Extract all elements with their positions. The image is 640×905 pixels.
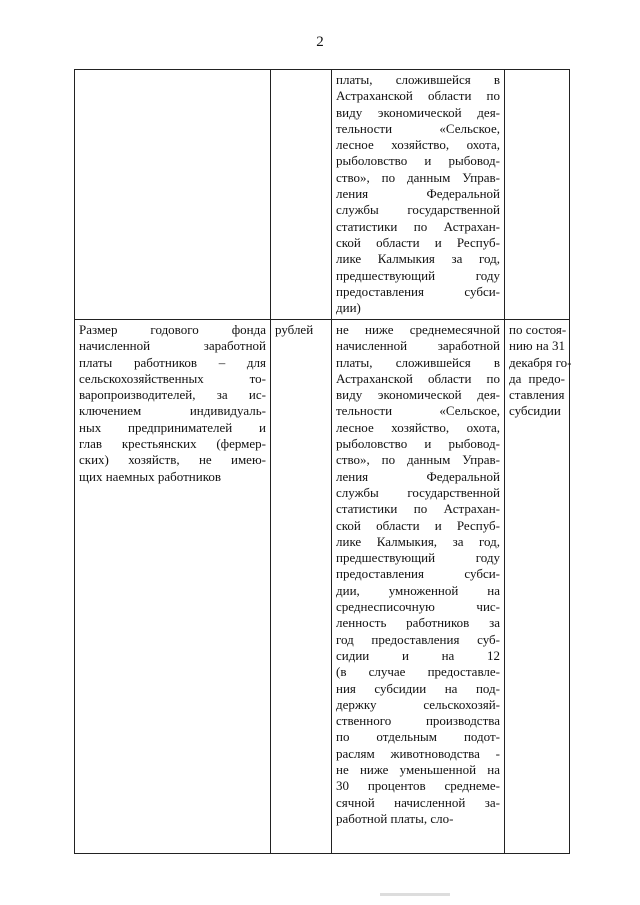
text-line: сидии и на 12 (336, 647, 500, 663)
text-line: тельности «Сельское, (336, 120, 500, 136)
text-line: предоставления субси- (336, 283, 500, 299)
requirements-table (74, 69, 570, 854)
page-number: 2 (316, 34, 324, 50)
text-line: ных предпринимателей и (79, 419, 266, 435)
text-line: по состоя- (509, 322, 567, 337)
text-line: ской области и Респуб- (336, 517, 500, 533)
text-line: сячной начисленной за- (336, 794, 500, 810)
text-line: субсидии (509, 403, 561, 419)
text-line: варопроизводителей, за ис- (79, 387, 266, 403)
text-line: ство», по данным Управ- (336, 452, 500, 468)
text-line: рыболовство и рыбовод- (336, 153, 500, 169)
text-line: Размер годового фонда (79, 322, 266, 337)
text-line: не ниже среднемесячной (336, 322, 500, 337)
table-row (75, 70, 570, 320)
text-line: ления Федеральной (336, 468, 500, 484)
text-line: статистики по Астрахан- (336, 218, 500, 234)
text-line: виду экономической дея- (336, 104, 500, 120)
unit-text: рублей (275, 322, 314, 337)
date-cell (505, 320, 570, 854)
text-line: виду экономической дея- (336, 387, 500, 403)
text-line: ставления (509, 387, 565, 403)
value-cell (332, 70, 505, 320)
text-line: предоставления субси- (336, 566, 500, 582)
text-line: щих наемных работников (79, 468, 221, 484)
text-line: ство», по данным Управ- (336, 169, 500, 185)
text-line: начисленной заработной (336, 338, 500, 354)
text-line: службы государственной (336, 484, 500, 500)
text-line: дии) (336, 300, 361, 316)
text-line: лике Калмыкия за год, (336, 251, 500, 267)
text-line: ских) хозяйств, не имею- (79, 452, 266, 468)
indicator-cell (75, 320, 271, 854)
table-row (75, 320, 570, 854)
text-line: (в случае предоставле- (336, 664, 500, 680)
scan-artifact (380, 893, 450, 896)
text-line: держку сельскохозяй- (336, 696, 500, 712)
text-line: службы государственной (336, 202, 500, 218)
text-line: ской области и Респуб- (336, 234, 500, 250)
text-line: лесное хозяйство, охота, (336, 419, 500, 435)
text-line: платы работников – для (79, 354, 266, 370)
text-line: декабря го- (509, 354, 572, 370)
text-line: рыболовство и рыбовод- (336, 436, 500, 452)
text-line: платы, сложившейся в (336, 72, 500, 87)
text-line: ния субсидии на под- (336, 680, 500, 696)
text-line: тельности «Сельское, (336, 403, 500, 419)
text-line: ключением индивидуаль- (79, 403, 266, 419)
text-line: статистики по Астрахан- (336, 501, 500, 517)
text-line: Астраханской области по (336, 88, 500, 104)
text-line: начисленной заработной (79, 338, 266, 354)
text-line: сельскохозяйственных то- (79, 370, 266, 386)
unit-cell (271, 70, 332, 320)
text-line: глав крестьянских (фермер- (79, 436, 266, 452)
text-line: лике Калмыкия, за год, (336, 533, 500, 549)
text-line: работной платы, сло- (336, 810, 454, 826)
text-line: ления Федеральной (336, 186, 500, 202)
text-line: год предоставления суб- (336, 631, 500, 647)
text-line: по отдельным подот- (336, 729, 500, 745)
text-line: 30 процентов среднеме- (336, 778, 500, 794)
indicator-text (79, 322, 266, 485)
text-line: лесное хозяйство, охота, (336, 137, 500, 153)
text-line: да предо- (509, 370, 565, 386)
date-text (509, 322, 572, 420)
text-line: платы, сложившейся в (336, 354, 500, 370)
text-line: раслям животноводства - (336, 745, 500, 761)
indicator-cell (75, 70, 271, 320)
value-text (336, 72, 500, 316)
value-cell (332, 320, 505, 854)
value-text (336, 322, 500, 827)
text-line: дии, умноженной на (336, 582, 500, 598)
text-line: ственного производства (336, 713, 500, 729)
date-cell (505, 70, 570, 320)
text-line: предшествующий году (336, 267, 500, 283)
text-line: среднесписочную чис- (336, 599, 500, 615)
text-line: Астраханской области по (336, 370, 500, 386)
text-line: не ниже уменьшенной на (336, 762, 500, 778)
text-line: нию на 31 (509, 338, 565, 354)
text-line: ленность работников за (336, 615, 500, 631)
unit-cell (271, 320, 332, 854)
text-line: предшествующий году (336, 550, 500, 566)
